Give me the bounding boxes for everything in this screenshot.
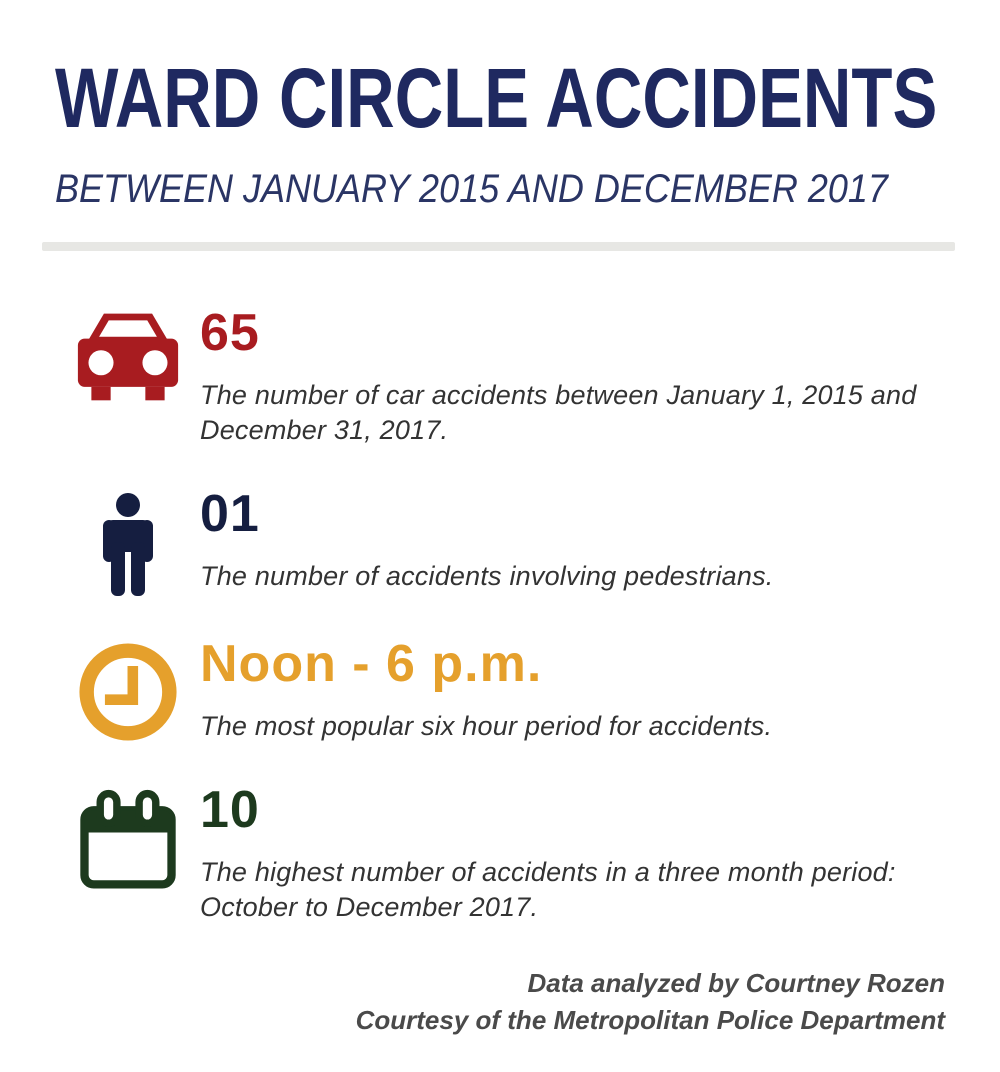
stat-row-car-accidents [55,304,945,448]
header-divider [42,242,955,251]
stat-value-pedestrian: 01 [200,485,260,544]
page-title [55,51,945,145]
stat-content-car [200,304,945,448]
footer-credit-line1: Data analyzed by Courtney Rozen [527,968,945,999]
page-subtitle [55,167,945,212]
footer-credit-line2: Courtesy of the Metropolitan Police Department [355,1004,945,1035]
stats-list [55,304,945,925]
stat-content-time [200,635,945,744]
stat-value-quarter: 10 [200,781,260,840]
stat-content-pedestrian [200,485,945,594]
stat-row-pedestrians [55,485,945,598]
stat-value-car: 65 [200,304,260,362]
stat-row-time-period [55,635,945,744]
car-icon-cell [55,307,200,401]
stat-description-quarter: The highest number of accidents in a three month period: October to December 2017. [200,857,896,923]
clock-icon-cell [55,638,200,742]
calendar-icon [78,788,178,890]
stat-description-car: The number of car accidents between January 1, 2015 and December 31, 2017. [200,380,917,446]
calendar-icon-cell [55,784,200,890]
stat-content-quarter [200,781,945,925]
footer [55,965,945,1038]
stat-description-time: The most popular six hour period for accidents. [200,711,773,742]
pedestrian-icon-cell [55,488,200,598]
clock-icon [78,642,178,742]
car-icon [75,311,181,401]
page-title-text: WARD CIRCLE ACCIDENTS [55,51,938,145]
stat-row-quarter [55,781,945,925]
stat-description-pedestrian: The number of accidents involving pedestrians. [200,561,774,592]
pedestrian-icon [97,492,159,598]
page-subtitle-text: BETWEEN JANUARY 2015 AND DECEMBER 2017 [55,167,888,211]
stat-value-time: Noon - 6 p.m. [200,635,543,694]
